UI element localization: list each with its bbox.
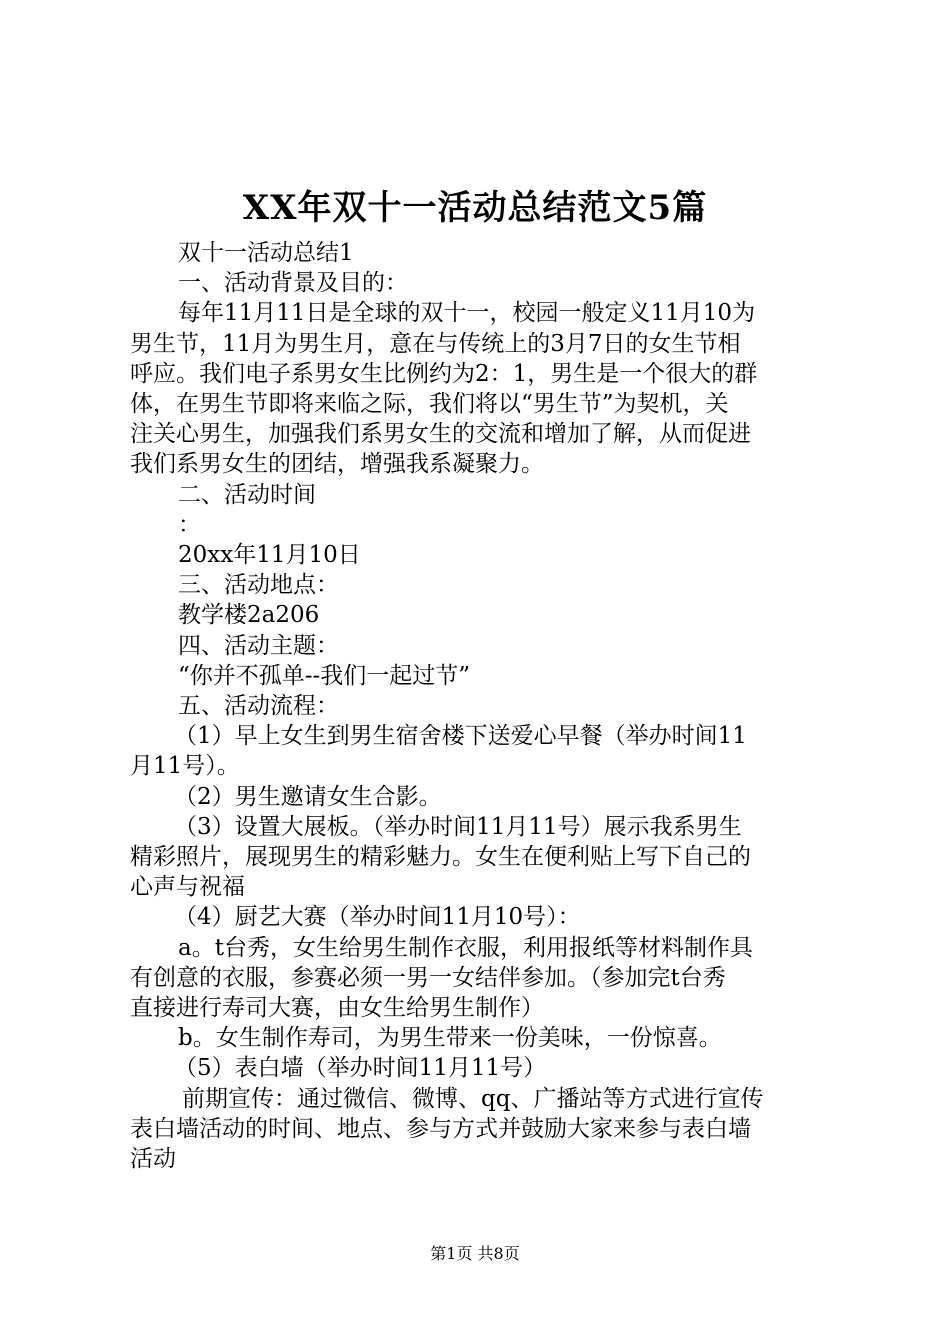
list-item: （3）设置大展板。（举办时间11月11号）展示我系男生 <box>174 813 742 840</box>
document-body <box>130 238 830 1174</box>
list-item: （2）男生邀请女生合影。 <box>174 783 442 810</box>
paragraph-line: b。女生制作寿司，为男生带来一份美味，一份惊喜。 <box>178 1025 722 1052</box>
page-footer: 第1页 共8页 <box>430 1244 520 1263</box>
page-title: XX年双十一活动总结范文5篇 <box>242 188 708 228</box>
paragraph-line: 我们系男女生的团结，增强我系凝聚力。 <box>130 451 544 478</box>
paragraph-line: 表白墙活动的时间、地点、参与方式并鼓励大家来参与表白墙 <box>130 1115 751 1142</box>
paragraph-line: a。t台秀，女生给男生制作衣服，利用报纸等材料制作具 <box>178 934 753 961</box>
paragraph-line: 教学楼2a206 <box>178 602 320 629</box>
paragraph-line: 呼应。我们电子系男女生比例约为2：1，男生是一个很大的群 <box>130 360 758 387</box>
paragraph-line: ： <box>178 511 201 538</box>
paragraph-line: 活动 <box>130 1146 176 1173</box>
section-heading: 一、活动背景及目的： <box>178 270 408 297</box>
paragraph-line: 20xx年11月10日 <box>178 542 361 569</box>
paragraph-line: 心声与祝福 <box>130 874 245 901</box>
list-item: （5）表白墙（举办时间11月11号） <box>174 1055 547 1082</box>
paragraph-line: 每年11月11日是全球的双十一，校园一般定义11月10为 <box>178 300 756 327</box>
paragraph-line: 前期宣传：通过微信、微博、qq、广播站等方式进行宣传 <box>182 1085 764 1112</box>
paragraph-line: 直接进行寿司大赛，由女生给男生制作） <box>130 995 544 1022</box>
paragraph-line: 月11号）。 <box>130 753 240 780</box>
paragraph-line: 注关心男生，加强我们系男女生的交流和增加了解，从而促进 <box>130 421 751 448</box>
section-heading: 三、活动地点： <box>178 572 339 599</box>
section-heading: 双十一活动总结1 <box>178 240 354 266</box>
paragraph-line: 精彩照片，展现男生的精彩魅力。女生在便利贴上写下自己的 <box>130 844 751 871</box>
paragraph-line: “你并不孤单--我们一起过节” <box>178 662 471 689</box>
section-heading: 二、活动时间 <box>178 481 316 508</box>
paragraph-line: 男生节，11月为男生月，意在与传统上的3月7日的女生节相 <box>130 330 741 357</box>
section-heading: 五、活动流程： <box>178 693 339 720</box>
list-item: （4）厨艺大赛（举办时间11月10号）： <box>174 904 581 931</box>
paragraph-line: 体，在男生节即将来临之际，我们将以“男生节”为契机，关 <box>130 391 729 418</box>
section-heading: 四、活动主题： <box>178 632 339 659</box>
list-item: （1）早上女生到男生宿舍楼下送爱心早餐（举办时间11 <box>174 723 747 750</box>
paragraph-line: 有创意的衣服，参赛必须一男一女结伴参加。（参加完t台秀 <box>130 964 726 991</box>
